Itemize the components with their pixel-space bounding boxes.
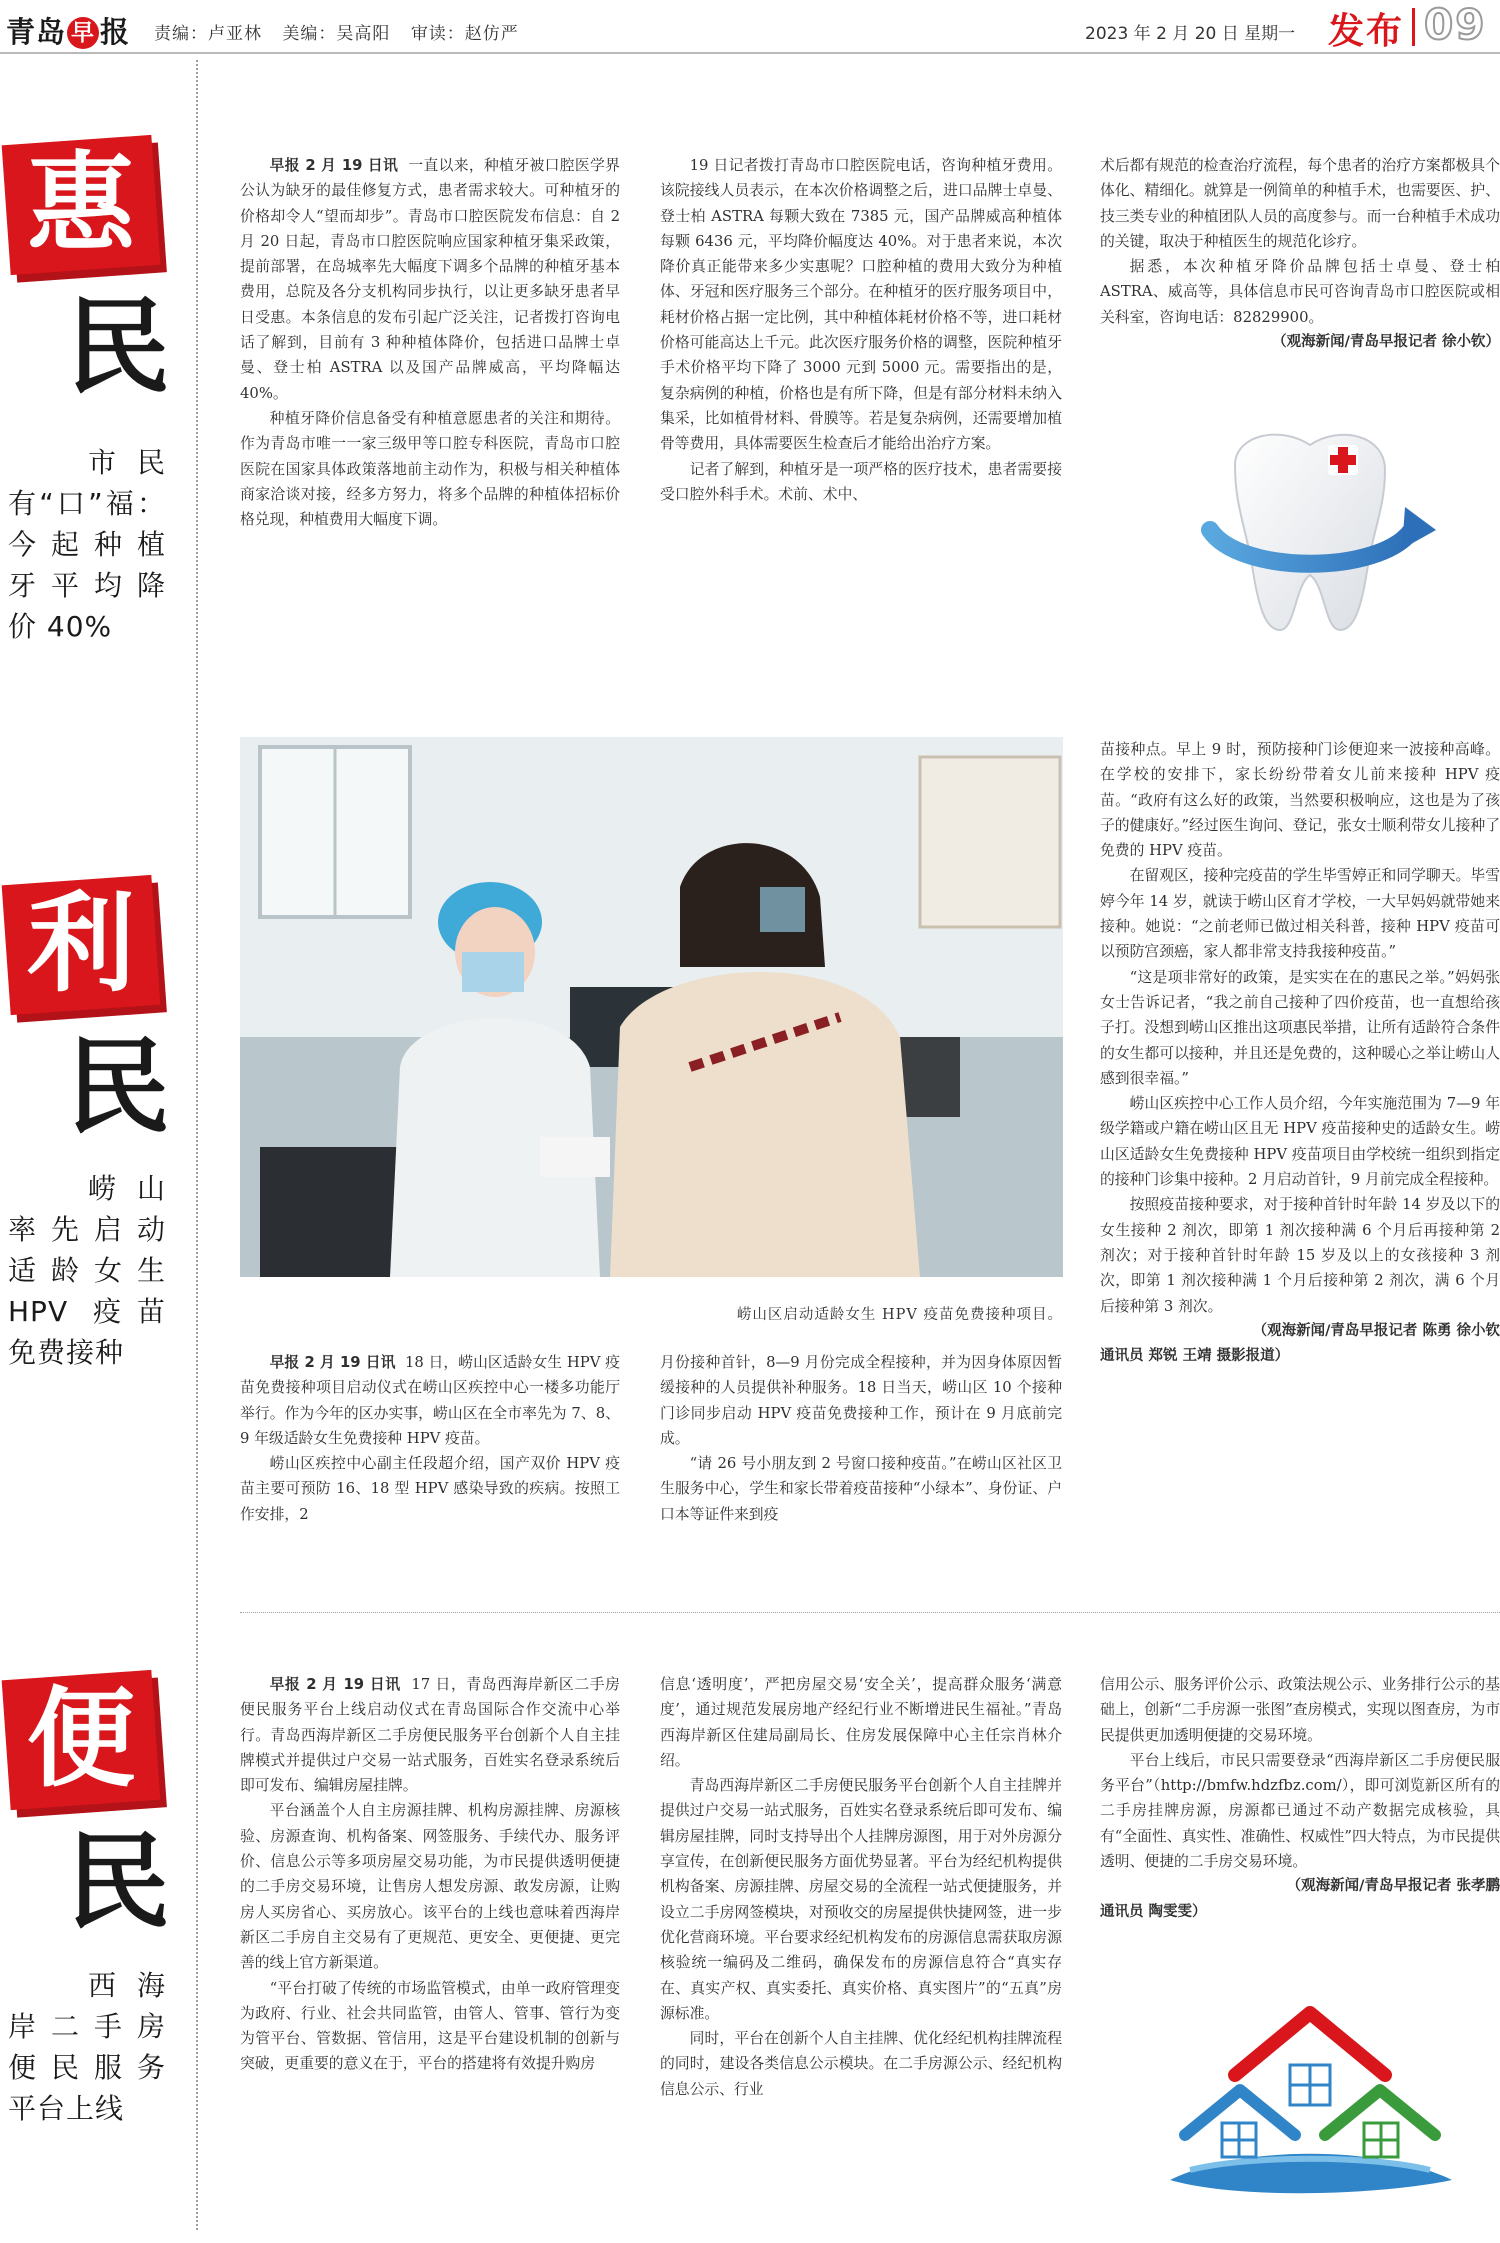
section-char-1: 惠 [26,141,135,267]
article2-byline: （观海新闻/青岛早报记者 陈勇 徐小钦 [1252,1322,1500,1339]
designer-credit: 美编：吴高阳 [282,24,391,44]
article3-byline: （观海新闻/青岛早报记者 张孝鹏 [1286,1878,1500,1895]
section-separator [240,1612,1500,1613]
section-subtitle: 西海 岸二手房 便民服务 平台上线 [8,1969,166,2125]
dateline: 早报 2 月 19 日讯 [269,1676,401,1693]
article1-column-2: 19 日记者拨打青岛市口腔医院电话，咨询种植牙费用。该院接线人员表示，在本次价格调整之后，进口品牌士卓曼、登士柏 ASTRA 每颗大致在 7385 元，国产品牌威高种植体每颗 6436 元，平均降价幅度达 40%。对于患者来说，本次降价真正能带来多少实惠呢？口腔种植的费用大致分为种植体、牙冠和医疗服务三个部分。在种植牙的医疗服务项目中，耗材价格占据一定比例，其中种植体耗材价格不等，进口耗材价格可能高达上千元。此次医疗服务价格的调整，医院种植牙手术价格平均下降了 3000 元到 5000 元。需要指出的是，复杂病例的种植，价格也是有所下降，但是有部分材料未纳入集采，比如植骨材料、骨膜等。若是复杂病例，还需要增加植骨等费用，具体需要医生检查后才能给出治疗方案。 记者了解到，种植牙是一项严格的医疗技术，患者需要接受口腔外科手术。术前、术中、 [660,157,1062,503]
article1-byline: （观海新闻/青岛早报记者 徐小钦） [1272,334,1500,351]
section-char-2: 民 [66,285,171,408]
header-rule [0,52,1500,54]
dateline: 早报 2 月 19 日讯 [269,157,399,174]
sidebar-divider [196,60,198,2230]
section-label-huimin [0,120,196,660]
section-char-2: 民 [66,1820,171,1943]
page-number: 09 [1424,0,1487,49]
dateline: 早报 2 月 19 日讯 [269,1354,396,1371]
proofreader-credit: 审读：赵仿严 [410,24,519,44]
article3-column-1: 早报 2 月 19 日讯 17 日，青岛西海岸新区二手房便民服务平台上线启动仪式在青岛国际合作交流中心举行。青岛西海岸新区二手房便民服务平台创新个人自主挂牌模式并提供过户交易一站式服务，百姓实名登录系统后即可发布、编辑房屋挂牌。 平台涵盖个人自主房源挂牌、机构房源挂牌、房源核验、房源查询、机构备案、网签服务、手续代办、服务评价、信息公示等多项房屋交易功能，为市民提供透明便捷的二手房交易环境，让售房人想发房源、敢发房源，让购房人买房省心、买房放心。该平台的上线也意味着西海岸新区二手房自主交易有了更规范、更安全、更便捷、更完善的线上官方新渠道。 “平台打破了传统的市场监管模式，由单一政府管理变为政府、行业、社会共同监管，由管人、管事、管行为变为管平台、管数据、管信用，这是平台建设机制的创新与突破，更重要的意义在于，平台的搭建将有效提升购房 [240,1676,620,2073]
header-divider [1412,8,1415,46]
section-label-bianmin [0,1655,196,2135]
article2-column-3: 苗接种点。早上 9 时，预防接种门诊便迎来一波接种高峰。在学校的安排下，家长纷纷带着女儿前来接种 HPV 疫苗。“政府有这么好的政策，当然要积极响应，这也是为了孩子的健康好。”经过医生询问、登记，张女士顺利带女儿接种了免费的 HPV 疫苗。 在留观区，接种完疫苗的学生毕雪婷正和同学聊天。毕雪婷今年 14 岁，就读于崂山区育才学校，一大早妈妈就带她来接种。她说：“之前老师已做过相关科普，接种 HPV 疫苗可以预防宫颈癌，家人都非常支持我接种疫苗。” “这是项非常好的政策，是实实在在的惠民之举。”妈妈张女士告诉记者，“我之前自己接种了四价疫苗，也一直想给孩子打。没想到崂山区推出这项惠民举措，让所有适龄符合条件的女生都可以接种，并且还是免费的，这种暖心之举让崂山人感到很幸福。” 崂山区疾控中心工作人员介绍，今年实施范围为 7—9 年级学籍或户籍在崂山区且无 HPV 疫苗接种史的适龄女生。崂山区适龄女生免费接种 HPV 疫苗项目由学校统一组织到指定的接种门诊集中接种。2 月启动首针，9 月前完成全程接种。 按照疫苗接种要求，对于接种首针时年龄 14 岁及以下的女生接种 2 剂次，即第 1 剂次接种满 6 个月后再接种第 2 剂次；对于接种首针时年龄 15 岁及以上的女孩接种 3 剂次，即第 1 剂次接种满 1 个月后接种第 2 剂次，满 6 个月后接种第 3 剂次。 （观海新闻/青岛早报记者 陈勇 徐小钦 通讯员 郑锐 王靖 摄影报道） [1100,741,1500,1365]
section-char-2: 民 [66,1025,171,1148]
three-houses-icon [1160,1995,1460,2210]
article3-column-2: 信息‘透明度’，严把房屋交易‘安全关’，提高群众服务‘满意度’，通过规范发展房地产经纪行业不断增进民生福祉。”青岛西海岸新区住建局副局长、住房发展保障中心主任宗肖林介绍。 青岛西海岸新区二手房便民服务平台创新个人自主挂牌并提供过户交易一站式服务，百姓实名登录系统后即可发布、编辑房屋挂牌，同时支持导出个人挂牌房源图，用于对外房源分享宣传，在创新便民服务方面优势显著。平台为经纪机构提供机构备案、房源挂牌、房屋交易的全流程一站式便捷服务，并设立二手房网签模块，对预收交的房屋提供快捷网签，进一步优化营商环境。平台要求经纪机构发布的房源信息需获取房源核验统一编码及二维码，确保发布的房源信息符合“真实存在、真实产权、真实委托、真实价格、真实图片”的“五真”房源标准。 同时，平台在创新个人自主挂牌、优化经纪机构挂牌流程的同时，建设各类信息公示模块。在二手房源公示、经纪机构信息公示、行业 [660,1676,1062,2098]
section-label-limin [0,860,196,1380]
article1-column-1: 早报 2 月 19 日讯 一直以来，种植牙被口腔医学界公认为缺牙的最佳修复方式，患者需求较大。可种植牙的价格却令人“望而却步”。青岛市口腔医院发布信息：自 2 月 20 日起，青岛市口腔医院响应国家种植牙集采政策，提前部署，在岛城率先大幅度下调多个品牌的种植牙基本费用，总院及各分支机构同步执行，以让更多缺牙患者早日受惠。本条信息的发布引起广泛关注，记者拨打咨询电话了解到，目前有 3 种种植体降价，包括进口品牌士卓曼、登士柏 ASTRA 以及国产品牌威高，平均降幅达 40%。 种植牙降价信息备受有种植意愿患者的关注和期待。作为青岛市唯一一家三级甲等口腔专科医院，青岛市口腔医院在国家具体政策落地前主动作为，积极与相关种植体商家洽谈对接，经多方努力，将多个品牌的种植体招标价格兑现，种植费用大幅度下调。 [240,157,620,529]
newspaper-logo: 青岛 早 报 [6,15,131,49]
article1-column-3: 术后都有规范的检查治疗流程，每个患者的治疗方案都极具个体化、精细化。就算是一例简单的种植手术，也需要医、护、技三类专业的种植团队人员的高度参与。而一台种植手术成功的关键，取决于种植医生的规范化诊疗。 据悉，本次种植牙降价品牌包括士卓曼、登士柏 ASTRA、威高等，具体信息市民可咨询青岛市口腔医院或相关科室，咨询电话：82829900。 （观海新闻/青岛早报记者 徐小钦） [1100,153,1500,423]
editor-credit: 责编：卢亚林 [154,24,262,44]
page-header [0,0,1500,54]
section-subtitle: 崂山 率先启动 适龄女生 HPV 疫苗 免费接种 [8,1172,166,1369]
section-title: 发布 [1328,11,1405,52]
section-char-1: 便 [26,1676,135,1802]
section-char-1: 利 [26,881,135,1007]
section-subtitle: 市民 有“口”福： 今起种植 牙平均降 价 40% [8,446,166,643]
article2-column-2: 月份接种首针，8—9 月份完成全程接种，并为因身体原因暂缓接种的人员提供补种服务。18 日当天，崂山区 10 个接种门诊同步启动 HPV 疫苗免费接种工作，预计在 9 月底前完成。 “请 26 号小朋友到 2 号窗口接种疫苗。”在崂山区社区卫生服务中心，学生和家长带着疫苗接种“小绿本”、身份证、户口本等证件来到疫 [660,1354,1062,1523]
article2-column-1: 早报 2 月 19 日讯 18 日，崂山区适龄女生 HPV 疫苗免费接种项目启动仪式在崂山区疾控中心一楼多功能厅举行。作为今年的区办实事，崂山区在全市率先为 7、8、9 年级适龄女生免费接种 HPV 疫苗。 崂山区疾控中心副主任段超介绍，国产双价 HPV 疫苗主要可预防 16、18 型 HPV 感染导致的疾病。按照工作安排，2 [240,1354,620,1523]
staff-credits [154,19,533,44]
article3-column-3: 信用公示、服务评价公示、政策法规公示、业务排行公示的基础上，创新“二手房源一张图”查房模式，实现以图查房，为市民提供更加透明便捷的交易环境。 平台上线后，市民只需要登录“西海岸新区二手房便民服务平台”（http://bmfw.hdzfbz.com/），即可浏览新区所有的二手房挂牌房源，房源都已通过不动产数据完成核验，具有“全面性、真实性、准确性、权威性”四大特点，为市民提供透明、便捷的二手房交易环境。 （观海新闻/青岛早报记者 张孝鹏 通讯员 陶雯雯） [1100,1676,1500,1920]
photo-caption: 崂山区启动适龄女生 HPV 疫苗免费接种项目。 [736,1307,1063,1323]
tooth-with-red-cross-icon [1180,425,1440,640]
issue-date: 2023 年 2 月 20 日 星期一 [1085,24,1296,44]
hpv-vaccination-photo [240,737,1063,1277]
